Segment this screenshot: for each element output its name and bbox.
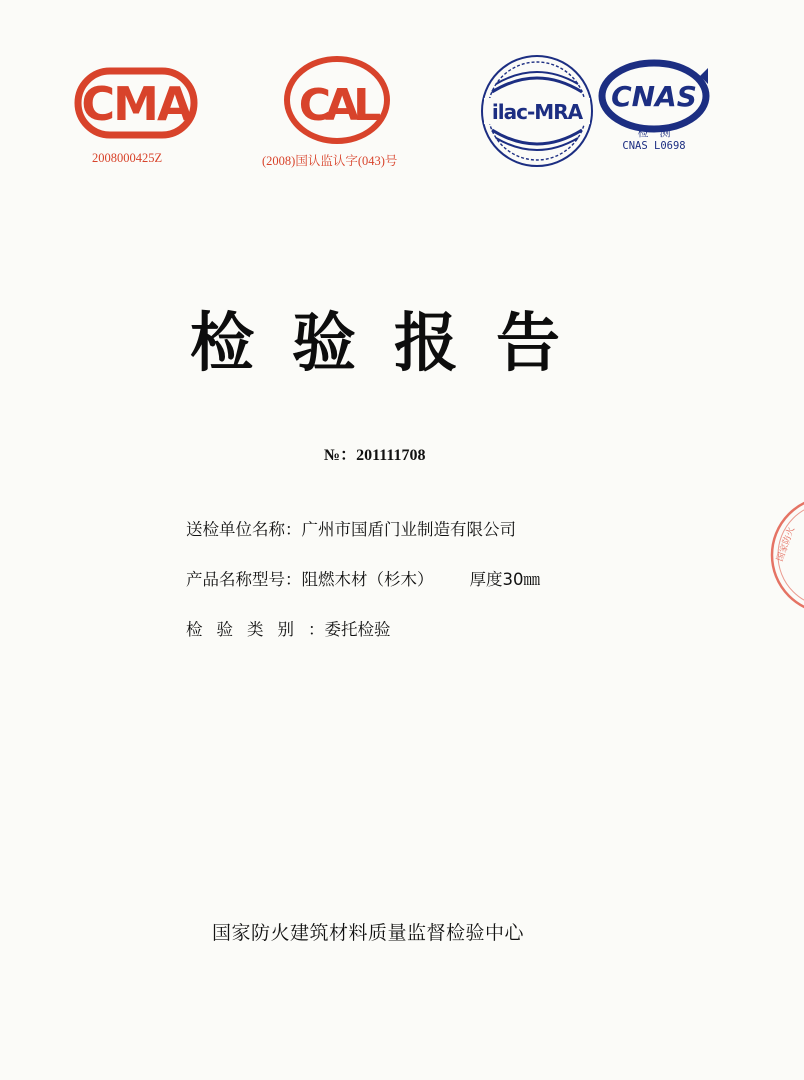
- inspection-type-row: [186, 616, 391, 640]
- official-seal-stamp: [756, 492, 804, 618]
- issuing-institution: 国家防火建筑材料质量监督检验中心: [212, 922, 525, 944]
- ilac-mra-text: ilac-MRA: [491, 100, 583, 124]
- cnas-testing-label: 检 测: [637, 126, 671, 139]
- cal-logo: [282, 54, 392, 146]
- client-value: 广州市国盾门业制造有限公司: [301, 520, 516, 539]
- cma-license-number: 2008000425Z: [92, 151, 163, 165]
- cal-logo-text: CAL: [298, 80, 376, 131]
- product-row: [186, 566, 540, 590]
- product-thickness: 厚度30㎜: [469, 570, 540, 589]
- cnas-accreditation-code: CNAS L0698: [622, 140, 686, 152]
- product-label: 产品名称型号：: [186, 570, 302, 589]
- inspection-type-separator: ：: [308, 620, 325, 639]
- cnas-logo-text: CNAS: [611, 80, 697, 113]
- inspection-type-label: 检验类别: [186, 620, 308, 639]
- page-title: 检验报告: [190, 307, 598, 381]
- cma-logo-text: CMA: [81, 77, 191, 131]
- cma-logo: [74, 66, 198, 140]
- stamp-text: 国家防火: [775, 525, 798, 564]
- report-number: [324, 442, 425, 465]
- inspection-type-value: 委托检验: [324, 620, 391, 639]
- client-row: [186, 516, 516, 540]
- product-value: 阻燃木材（杉木）: [301, 570, 434, 589]
- ilac-mra-logo: [478, 52, 596, 170]
- report-number-value: 201111708: [356, 447, 426, 464]
- report-number-prefix: №：: [324, 447, 357, 464]
- cal-license-number: (2008)国认监认字(043)号: [262, 154, 398, 168]
- client-label: 送检单位名称：: [186, 520, 302, 539]
